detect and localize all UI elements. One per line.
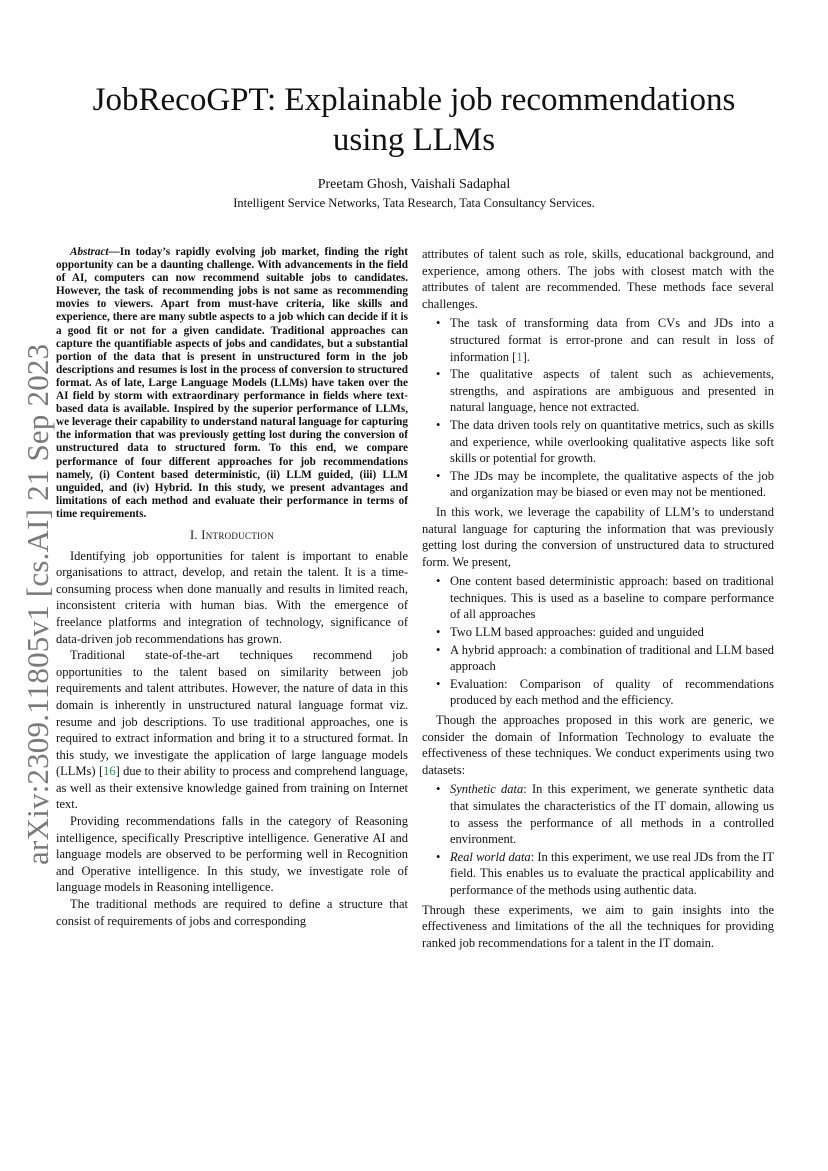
authors: Preetam Ghosh, Vaishali Sadaphal: [317, 177, 511, 192]
arxiv-identifier-text: arXiv:2309.11805v1 [cs.AI] 21 Sep 2023: [20, 343, 55, 865]
list-item: [450, 315, 774, 365]
final-paragraph: Through these experiments, we aim to gain insights into the effectiveness and limitations of the all the techniques for providing ranked job recommendations for a talent in the IT domain.: [422, 902, 774, 950]
list-item: [450, 781, 774, 847]
citation-link[interactable]: 16: [103, 764, 116, 779]
list-item: [450, 468, 774, 501]
intro-p2-text-a: Traditional state-of-the-art techniques recommend job opportunities to the talent based on similarity between job requirements and talent attributes. However, the nature of data in this domain is inherently in unstructured natural language format viz. resume and job descriptions. To use traditional approaches, one is required to extract information and bring it to a structured format. In this study, we investigate the application of large language models (LLMs) [: [56, 648, 408, 779]
list-item-text-end: ].: [522, 349, 530, 364]
datasets-paragraph: Though the approaches proposed in this work are generic, we consider the domain of Information Technology to evaluate the effectiveness of these techniques. We conduct experiments using two datasets:: [422, 713, 774, 777]
right-column: [422, 246, 774, 951]
affiliation: Intelligent Service Networks, Tata Research, Tata Consultancy Services.: [233, 196, 595, 210]
section-heading-introduction: I. Introduction: [189, 527, 275, 542]
continued-paragraph: attributes of talent such as role, skills, educational background, and experience, among others. The jobs with closest match with the attributes of talent are recommended. These methods face several challenges.: [422, 247, 774, 311]
paper-title: [70, 80, 758, 160]
title-line-1: JobRecoGPT: Explainable job recommendations: [92, 82, 736, 118]
list-item: [450, 417, 774, 467]
dataset-label: Real world data: [450, 849, 531, 864]
abstract-label: Abstract: [70, 246, 109, 258]
list-item-text: The task of transforming data from CVs and JDs into a structured format is error-prone and can result in loss of information [: [450, 316, 774, 364]
dataset-text: : In this experiment, we use real JDs from the IT field. This enables us to evaluate the practical applicability and performance of the methods using authentic data.: [450, 849, 774, 897]
list-item: [450, 366, 774, 416]
list-item: • Two LLM based approaches: guided and unguided: [450, 624, 774, 641]
dataset-label: Synthetic data: [450, 782, 524, 797]
left-column: [56, 246, 408, 929]
abstract-text: —In today’s rapidly evolving job market, finding the right opportunity can be a daunting challenge. With advancements in the field of AI, computers can now recommend suitable jobs to candidates. However, the task of recommending jobs is not same as recommending movies to viewers. Apart from must-have criteria, like skills and experience, there are many subtle aspects to a job which can decide if it is a good fit or not for a given candidate. Traditional approaches can capture the quantifiable aspects of jobs and candidates, but a substantial portion of the data that is present in unstructured form in the job descriptions and resumes is lost in the process of conversion to structured format. As of late, Large Language Models (LLMs) have taken over the AI field by storm with extraordinary performance in fields where text-based data is available. Inspired by the superior performance of LLMs, we leverage their capability to understand natural language for capturing the information that was previously getting lost during the conversion of unstructured data to structured form. To this end, we compare performance of four different approaches for job recommendations namely, (i) Content based deterministic, (ii) LLM guided, (iii) LLM unguided, and (iv) Hybrid. In this study, we present advantages and limitations of each method and evaluate their performance in terms of time requirements.: [56, 246, 408, 520]
list-item-text: The qualitative aspects of talent such as achievements, strengths, and aspirations are ambiguous and presented in natural language, hence not extracted.: [450, 367, 774, 415]
challenges-list: [422, 315, 774, 501]
intro-p2-text-b: ] due to their ability to process and comprehend language, as well as their extensive knowledge gained from training on Internet text.: [56, 764, 408, 812]
list-item-text: The JDs may be incomplete, the qualitative aspects of the job and organization may be biased or even may not be mentioned.: [450, 468, 774, 500]
abstract: [56, 246, 408, 521]
list-item: • Evaluation: Comparison of quality of recommendations produced by each method and the efficiency.: [450, 676, 774, 709]
list-item: • A hybrid approach: a combination of traditional and LLM based approach: [450, 642, 774, 675]
contributions-list: [422, 573, 774, 709]
intro-paragraph-3: Providing recommendations falls in the category of Reasoning intelligence, specifically Prescriptive intelligence. Generative AI and language models are observed to be performing well in Recognition and Operative intelligence. In this study, we investigate role of language models in Reasoning intelligence.: [56, 814, 408, 895]
work-paragraph: In this work, we leverage the capability of LLM’s to understand natural language for capturing the information that was previously getting lost during the conversion of unstructured data to structured form. We present,: [422, 504, 774, 569]
intro-paragraph-2: [56, 647, 408, 813]
list-item-text: The data driven tools rely on quantitative metrics, such as skills and experience, while overlooking qualitative aspects like soft skills or potential for growth.: [450, 417, 774, 466]
dataset-text: : In this experiment, we generate synthetic data that simulates the characteristics of the IT domain, allowing us to assess the performance of all methods in a controlled environment.: [450, 782, 774, 847]
intro-paragraph-4: The traditional methods are required to define a structure that consist of requirements of jobs and corresponding: [56, 897, 408, 928]
datasets-list: [422, 781, 774, 898]
list-item: [450, 849, 774, 899]
title-line-2: using LLMs: [332, 122, 496, 158]
list-item: • One content based deterministic approach: based on traditional techniques. This is used as a baseline to compare performance of all approaches: [450, 573, 774, 623]
citation-link[interactable]: 1: [516, 349, 523, 364]
intro-paragraph-1: Identifying job opportunities for talent is important to enable organisations to attract, develop, and retain the talent. It is a time-consuming process when done manually and results in limited reach, inconsistent criteria with human bias. With the emergence of freelance platforms and integration of technology, significance of data-driven job recommendations has grown.: [56, 548, 408, 646]
